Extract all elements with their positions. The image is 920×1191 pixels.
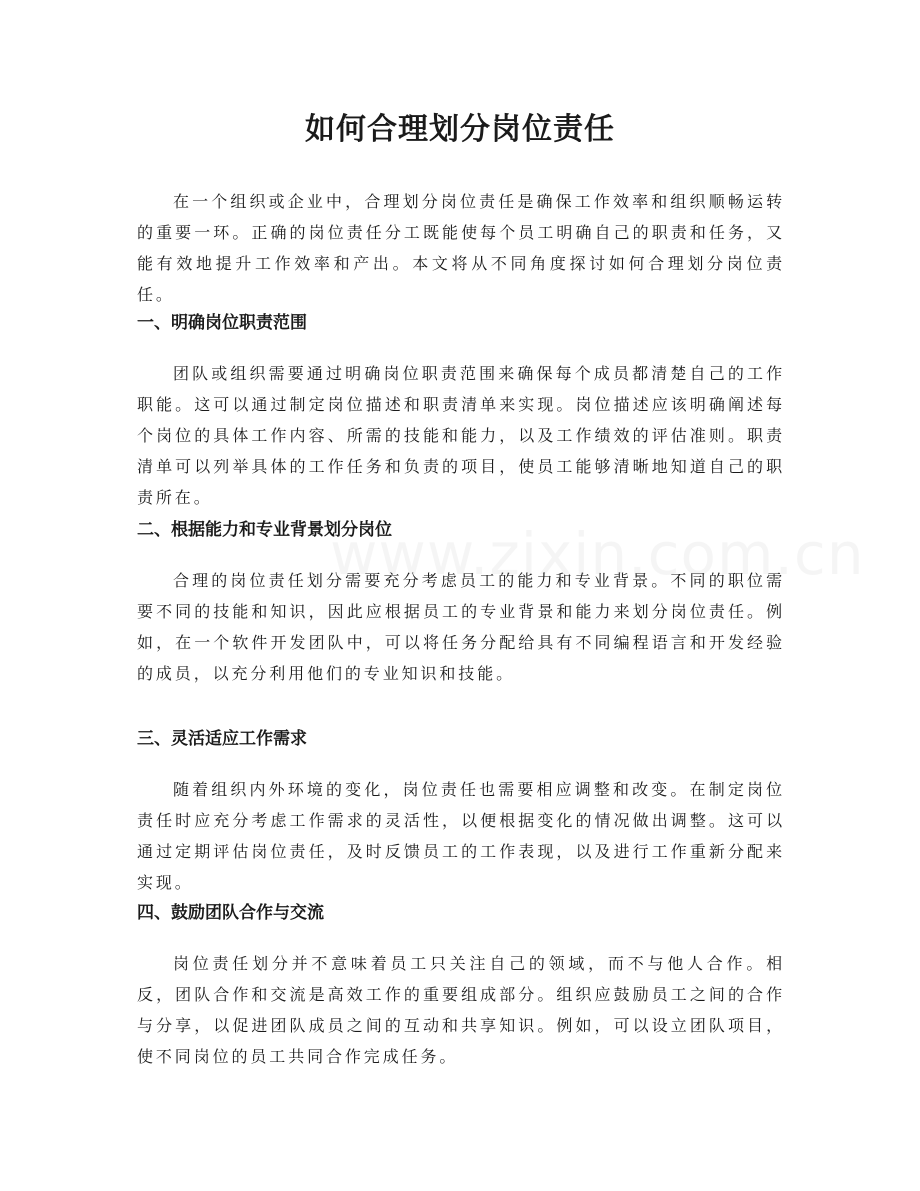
section-body-3: 随着组织内外环境的变化，岗位责任也需要相应调整和改变。在制定岗位责任时应充分考虑工作需求的灵活性，以便根据变化的情况做出调整。这可以通过定期评估岗位责任，及时反馈员工的工作表现，以及进行工作重新分配来实现。 [137,780,785,892]
intro-paragraph: 在一个组织或企业中，合理划分岗位责任是确保工作效率和组织顺畅运转的重要一环。正确的岗位责任分工既能使每个员工明确自己的职责和任务，又能有效地提升工作效率和产出。本文将从不同角度探讨如何合理划分岗位责任。 [137,192,785,304]
section-heading-3: 三、灵活适应工作需求 [137,729,307,749]
section-body-1: 团队或组织需要通过明确岗位职责范围来确保每个成员都清楚自己的工作职能。这可以通过制定岗位描述和职责清单来实现。岗位描述应该明确阐述每个岗位的具体工作内容、所需的技能和能力，以及工作绩效的评估准则。职责清单可以列举具体的工作任务和负责的项目，使员工能够清晰地知道自己的职责所在。 [137,364,785,507]
page-title: 如何合理划分岗位责任 [305,112,615,147]
section-heading-1: 一、明确岗位职责范围 [137,313,307,333]
section-heading-4: 四、鼓励团队合作与交流 [137,903,324,923]
section-body-4: 岗位责任划分并不意味着员工只关注自己的领域，而不与他人合作。相反，团队合作和交流是高效工作的重要组成部分。组织应鼓励员工之间的合作与分享，以促进团队成员之间的互动和共享知识。例如，可以设立团队项目，使不同岗位的员工共同合作完成任务。 [137,954,785,1066]
section-heading-2: 二、根据能力和专业背景划分岗位 [137,520,392,540]
section-body-2: 合理的岗位责任划分需要充分考虑员工的能力和专业背景。不同的职位需要不同的技能和知识，因此应根据员工的专业背景和能力来划分岗位责任。例如，在一个软件开发团队中，可以将任务分配给具有不同编程语言和开发经验的成员，以充分利用他们的专业知识和技能。 [137,571,785,683]
